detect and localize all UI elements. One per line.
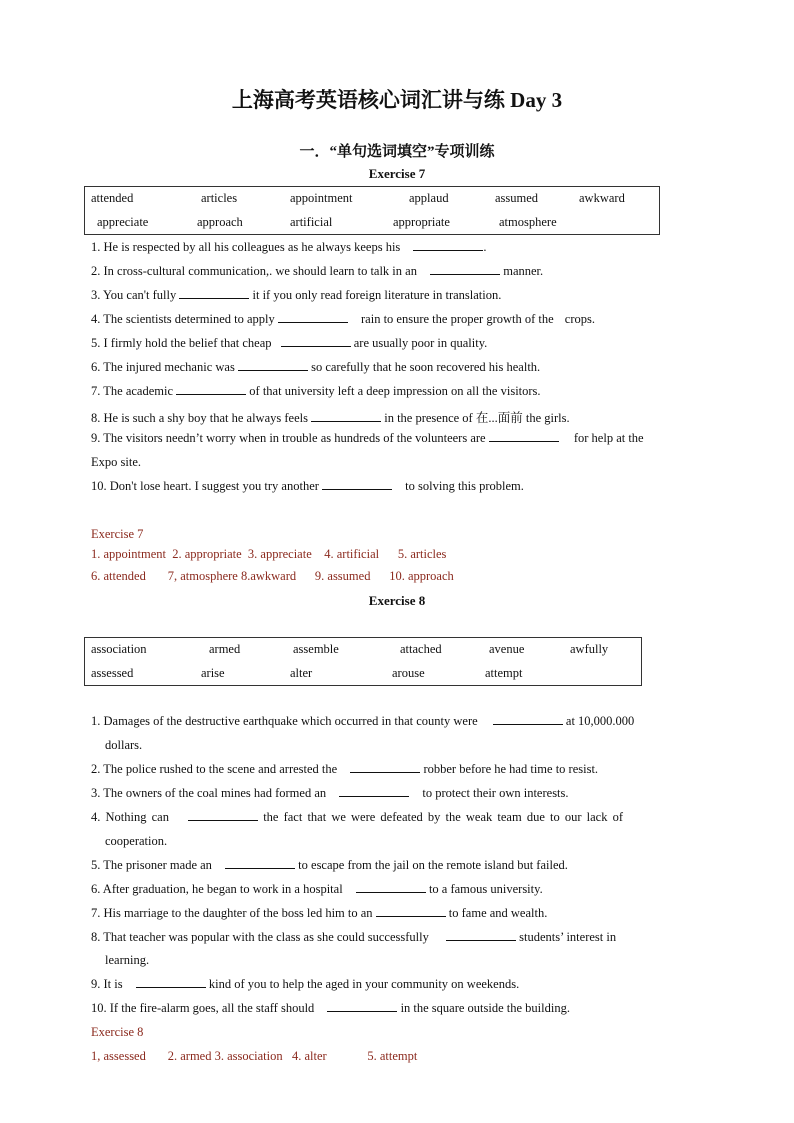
question-8-8: 8. That teacher was popular with the class as she could successfully students’ interest in (91, 930, 617, 944)
answer-blank[interactable] (238, 360, 308, 371)
section-subtitle: 一．“单句选词填空”专项训练 (299, 144, 495, 160)
question-7-10: 10. Don't lose heart. I suggest you try another to solving this problem. (91, 479, 524, 493)
word-bank-item: awfully (570, 642, 609, 656)
exercise-7-heading: Exercise 7 (368, 166, 426, 181)
answer-blank[interactable] (327, 1001, 397, 1012)
answer-blank[interactable] (356, 882, 426, 893)
answer-blank[interactable] (489, 431, 559, 442)
question-8-6: 6. After graduation, he began to work in a hospital to a famous university. (91, 882, 543, 896)
answer-blank[interactable] (446, 930, 516, 941)
answer-blank[interactable] (430, 264, 500, 275)
question-7-7: 7. The academic of that university left a deep impression on all the visitors. (91, 384, 541, 398)
exercise-7-answer-label: Exercise 7 (91, 527, 144, 541)
question-8-5: 5. The prisoner made an to escape from the jail on the remote island but failed. (91, 858, 568, 872)
question-8-7: 7. His marriage to the daughter of the boss led him to an to fame and wealth. (91, 906, 548, 920)
question-8-4: 4. Nothing can the fact that we were defeated by the weak team due to our lack of (91, 810, 623, 824)
answer-blank[interactable] (376, 906, 446, 917)
exercise-8-word-bank (84, 637, 642, 686)
exercise-7-answers-line-1: 1. appointment 2. appropriate 3. appreciate 4. artificial 5. articles (91, 547, 447, 561)
word-bank-item: appreciate (97, 215, 149, 229)
word-bank-item: assumed (495, 191, 539, 205)
question-7-3: 3. You can't fully it if you only read foreign literature in translation. (91, 288, 502, 302)
word-bank-item: arouse (392, 666, 425, 680)
word-bank-item: articles (201, 191, 238, 205)
question-7-6: 6. The injured mechanic was so carefully that he soon recovered his health. (91, 360, 541, 374)
question-8-1-continued: dollars. (105, 738, 143, 752)
answer-blank[interactable] (339, 786, 409, 797)
exercise-8-answer-label: Exercise 8 (91, 1025, 144, 1039)
question-7-9: 9. The visitors needn’t worry when in trouble as hundreds of the volunteers are for help at the (91, 431, 644, 445)
question-7-4: 4. The scientists determined to apply rain to ensure the proper growth of the crops. (91, 312, 595, 326)
question-8-3: 3. The owners of the coal mines had formed an to protect their own interests. (91, 786, 569, 800)
answer-blank[interactable] (278, 312, 348, 323)
question-8-9: 9. It is kind of you to help the aged in your community on weekends. (91, 977, 520, 991)
answer-blank[interactable] (322, 479, 392, 490)
exercise-8-heading: Exercise 8 (368, 593, 426, 608)
word-bank-item: alter (290, 666, 313, 680)
question-7-1: 1. He is respected by all his colleagues as he always keeps his . (91, 240, 487, 254)
answer-blank[interactable] (179, 288, 249, 299)
question-8-10: 10. If the fire-alarm goes, all the staff should in the square outside the building. (91, 1001, 570, 1015)
word-bank-item: assemble (293, 642, 339, 656)
word-bank-item: awkward (579, 191, 625, 205)
exercise-8-answers-line-1: 1, assessed 2. armed 3. association 4. alter 5. attempt (91, 1049, 418, 1063)
question-8-1: 1. Damages of the destructive earthquake which occurred in that county were at 10,000.000 (91, 714, 635, 728)
question-8-2: 2. The police rushed to the scene and arrested the robber before he had time to resist. (91, 762, 599, 776)
answer-blank[interactable] (281, 336, 351, 347)
word-bank-item: association (91, 642, 147, 656)
answer-blank[interactable] (311, 411, 381, 422)
exercise-7-answers-line-2: 6. attended 7, atmosphere 8.awkward 9. assumed 10. approach (91, 569, 454, 583)
question-7-9-continued: Expo site. (91, 455, 141, 469)
word-bank-item: approach (197, 215, 243, 229)
word-bank-item: atmosphere (499, 215, 557, 229)
word-bank-item: arise (201, 666, 225, 680)
answer-blank[interactable] (136, 977, 206, 988)
word-bank-item: attempt (485, 666, 523, 680)
word-bank-item: attended (91, 191, 134, 205)
answer-blank[interactable] (493, 714, 563, 725)
page-title: 上海高考英语核心词汇讲与练 Day 3 (231, 88, 563, 112)
word-bank-item: assessed (91, 666, 134, 680)
answer-blank[interactable] (176, 384, 246, 395)
word-bank-item: appropriate (393, 215, 450, 229)
question-7-5: 5. I firmly hold the belief that cheap are usually poor in quality. (91, 336, 488, 350)
question-8-8-continued: learning. (105, 953, 150, 967)
question-7-2: 2. In cross-cultural communication,. we should learn to talk in an manner. (91, 264, 544, 278)
answer-blank[interactable] (350, 762, 420, 773)
word-bank-item: applaud (409, 191, 449, 205)
answer-blank[interactable] (413, 240, 483, 251)
word-bank-item: avenue (489, 642, 525, 656)
word-bank-item: appointment (290, 191, 353, 205)
question-7-8: 8. He is such a shy boy that he always feels in the presence of 在...面前 the girls. (91, 411, 570, 425)
answer-blank[interactable] (188, 810, 258, 821)
question-8-4-continued: cooperation. (105, 834, 168, 848)
answer-blank[interactable] (225, 858, 295, 869)
word-bank-item: armed (209, 642, 241, 656)
exercise-7-word-bank (84, 186, 660, 235)
word-bank-item: artificial (290, 215, 333, 229)
word-bank-item: attached (400, 642, 442, 656)
